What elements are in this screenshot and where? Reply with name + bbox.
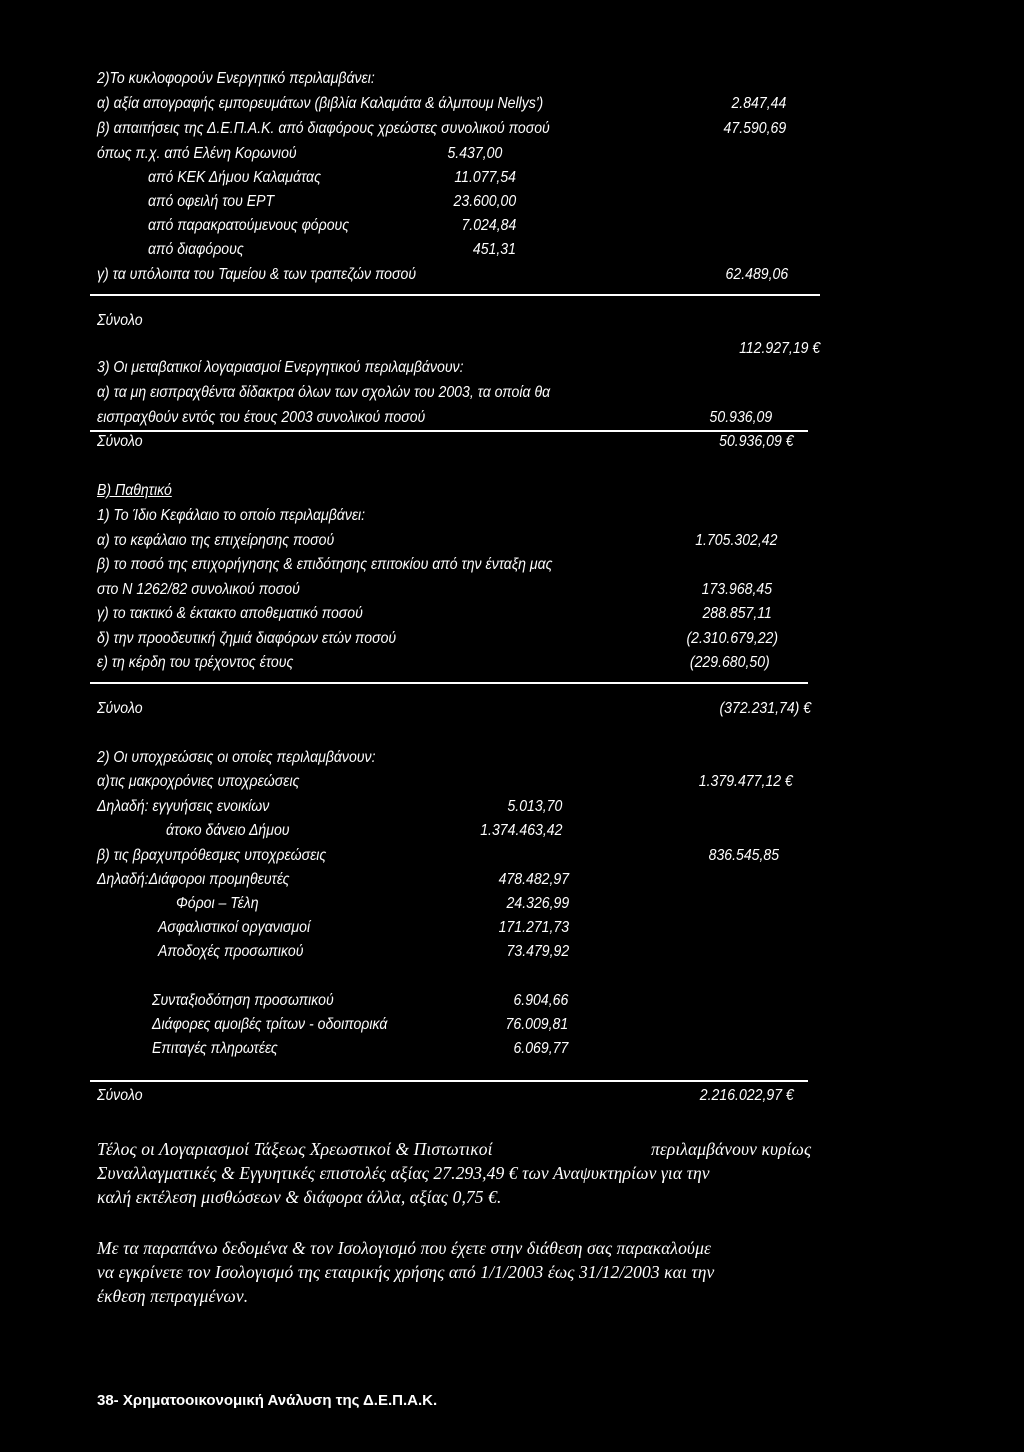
other-item-value: 76.009,81 bbox=[505, 1016, 568, 1033]
short-item-value: 73.479,92 bbox=[506, 943, 569, 960]
assets-c-label: γ) τα υπόλοιπα του Ταμείου & των τραπεζών ποσού bbox=[97, 266, 417, 283]
other-item-label: Επιταγές πληρωτέες bbox=[152, 1040, 278, 1057]
transit-a-line2: εισπραχθούν εντός του έτους 2003 συνολικού ποσού bbox=[97, 409, 426, 426]
equity-total-label: Σύνολο bbox=[97, 700, 143, 717]
liabilities-heading: Β) Παθητικό bbox=[97, 482, 172, 499]
assets-b-item-label: από οφειλή του ΕΡΤ bbox=[148, 193, 275, 210]
page-footer: 38- Χρηματοοικονομική Ανάλυση της Δ.Ε.Π.Α.Κ. bbox=[97, 1392, 438, 1409]
closing-p1-line3: καλή εκτέλεση μισθώσεων & διάφορα άλλα, αξίας 0,75 €. bbox=[97, 1187, 502, 1207]
long-term-label: α)τις μακροχρόνιες υποχρεώσεις bbox=[97, 773, 300, 790]
closing-p2-line1: Με τα παραπάνω δεδομένα & τον Ισολογισμό που έχετε στην διάθεση σας παρακαλούμε bbox=[97, 1238, 711, 1258]
short-item-label: Ασφαλιστικοί οργανισμοί bbox=[158, 919, 311, 936]
obligations-title: 2) Οι υποχρεώσεις οι οποίες περιλαμβάνουν: bbox=[97, 749, 376, 766]
long-item-label: Δηλαδή: εγγυήσεις ενοικίων bbox=[97, 798, 270, 815]
divider bbox=[90, 682, 808, 684]
equity-title: 1) Το Ίδιο Κεφάλαιο το οποίο περιλαμβάνει: bbox=[97, 507, 366, 524]
assets-b-item-label: όπως π.χ. από Ελένη Κορωνιού bbox=[97, 145, 297, 162]
assets-b-label: β) απαιτήσεις της Δ.Ε.Π.Α.Κ. από διαφόρους χρεώστες συνολικού ποσού bbox=[97, 120, 550, 137]
transit-total-label: Σύνολο bbox=[97, 433, 143, 450]
divider bbox=[90, 430, 808, 432]
transit-total-value: 50.936,09 € bbox=[719, 433, 794, 450]
divider bbox=[90, 1080, 808, 1082]
assets-b-item-label: από ΚΕΚ Δήμου Καλαμάτας bbox=[148, 169, 321, 186]
equity-b-line1: β) το ποσό της επιχορήγησης & επιδότησης επιτοκίου από την ένταξη μας bbox=[97, 556, 553, 573]
assets-a-value: 2.847,44 bbox=[731, 95, 786, 112]
long-item-label: άτοκο δάνειο Δήμου bbox=[166, 822, 290, 839]
short-term-label: β) τις βραχυπρόθεσμες υποχρεώσεις bbox=[97, 847, 327, 864]
transit-a-line1: α) τα μη εισπραχθέντα δίδακτρα όλων των σχολών του 2003, τα οποία θα bbox=[97, 384, 551, 401]
long-term-value: 1.379.477,12 € bbox=[699, 773, 793, 790]
assets-b-item-value: 451,31 bbox=[472, 241, 516, 258]
assets-total-value: 112.927,19 € bbox=[738, 340, 820, 357]
short-item-value: 24.326,99 bbox=[506, 895, 569, 912]
closing-p2-line2: να εγκρίνετε τον Ισολογισμό της εταιρικής χρήσης από 1/1/2003 έως 31/12/2003 και την bbox=[97, 1262, 715, 1282]
closing-p1-line1a: Τέλος οι Λογαριασμοί Τάξεως Χρεωστικοί & Πιστωτικοί bbox=[97, 1139, 493, 1159]
assets-b-item-value: 23.600,00 bbox=[453, 193, 516, 210]
equity-e-label: ε) τη κέρδη του τρέχοντος έτους bbox=[97, 654, 294, 671]
obligations-total-label: Σύνολο bbox=[97, 1087, 143, 1104]
other-item-value: 6.904,66 bbox=[513, 992, 568, 1009]
closing-p1-line2: Συναλλαγματικές & Εγγυητικές επιστολές αξίας 27.293,49 € των Αναψυκτηρίων για την bbox=[97, 1163, 710, 1183]
short-item-label: Φόροι – Τέλη bbox=[176, 895, 259, 912]
assets-b-item-value: 7.024,84 bbox=[461, 217, 516, 234]
assets-title: 2)Το κυκλοφορούν Ενεργητικό περιλαμβάνει: bbox=[97, 70, 375, 87]
equity-c-label: γ) το τακτικό & έκτακτο αποθεματικό ποσού bbox=[97, 605, 363, 622]
short-item-label: Δηλαδή:Διάφοροι προμηθευτές bbox=[97, 871, 290, 888]
equity-e-value: (229.680,50) bbox=[690, 654, 770, 671]
assets-b-item-value: 11.077,54 bbox=[454, 169, 516, 186]
other-item-value: 6.069,77 bbox=[513, 1040, 568, 1057]
assets-b-item-label: από παρακρατούμενους φόρους bbox=[148, 217, 350, 234]
equity-b-value: 173.968,45 bbox=[701, 581, 772, 598]
closing-p1-line1b: περιλαμβάνουν κυρίως bbox=[651, 1139, 812, 1159]
short-item-value: 171.271,73 bbox=[498, 919, 569, 936]
closing-p2-line3: έκθεση πεπραγμένων. bbox=[97, 1286, 249, 1306]
equity-d-value: (2.310.679,22) bbox=[686, 630, 778, 647]
other-item-label: Διάφορες αμοιβές τρίτων - οδοιπορικά bbox=[152, 1016, 388, 1033]
short-item-label: Αποδοχές προσωπικού bbox=[158, 943, 304, 960]
equity-total-value: (372.231,74) € bbox=[719, 700, 811, 717]
equity-a-value: 1.705.302,42 bbox=[694, 532, 777, 549]
assets-b-item-value: 5.437,00 bbox=[447, 145, 502, 162]
long-item-value: 1.374.463,42 bbox=[479, 822, 562, 839]
assets-total-label: Σύνολο bbox=[97, 312, 143, 329]
short-term-value: 836.545,85 bbox=[708, 847, 779, 864]
obligations-total-value: 2.216.022,97 € bbox=[700, 1087, 794, 1104]
assets-c-value: 62.489,06 bbox=[725, 266, 788, 283]
divider bbox=[90, 294, 820, 296]
short-item-value: 478.482,97 bbox=[498, 871, 569, 888]
equity-a-label: α) το κεφάλαιο της επιχείρησης ποσού bbox=[97, 532, 335, 549]
assets-b-value: 47.590,69 bbox=[723, 120, 786, 137]
other-item-label: Συνταξιοδότηση προσωπικού bbox=[152, 992, 334, 1009]
transit-a-value: 50.936,09 bbox=[709, 409, 772, 426]
transit-title: 3) Οι μεταβατικοί λογαριασμοί Ενεργητικού περιλαμβάνουν: bbox=[97, 359, 464, 376]
assets-a-label: α) αξία απογραφής εμπορευμάτων (βιβλία Καλαμάτα & άλμπουμ Nellys') bbox=[97, 95, 544, 112]
long-item-value: 5.013,70 bbox=[507, 798, 562, 815]
assets-b-item-label: από διαφόρους bbox=[148, 241, 244, 258]
equity-d-label: δ) την προοδευτική ζημιά διαφόρων ετών ποσού bbox=[97, 630, 397, 647]
equity-c-value: 288.857,11 bbox=[702, 605, 772, 622]
equity-b-line2: στο Ν 1262/82 συνολικού ποσού bbox=[97, 581, 300, 598]
